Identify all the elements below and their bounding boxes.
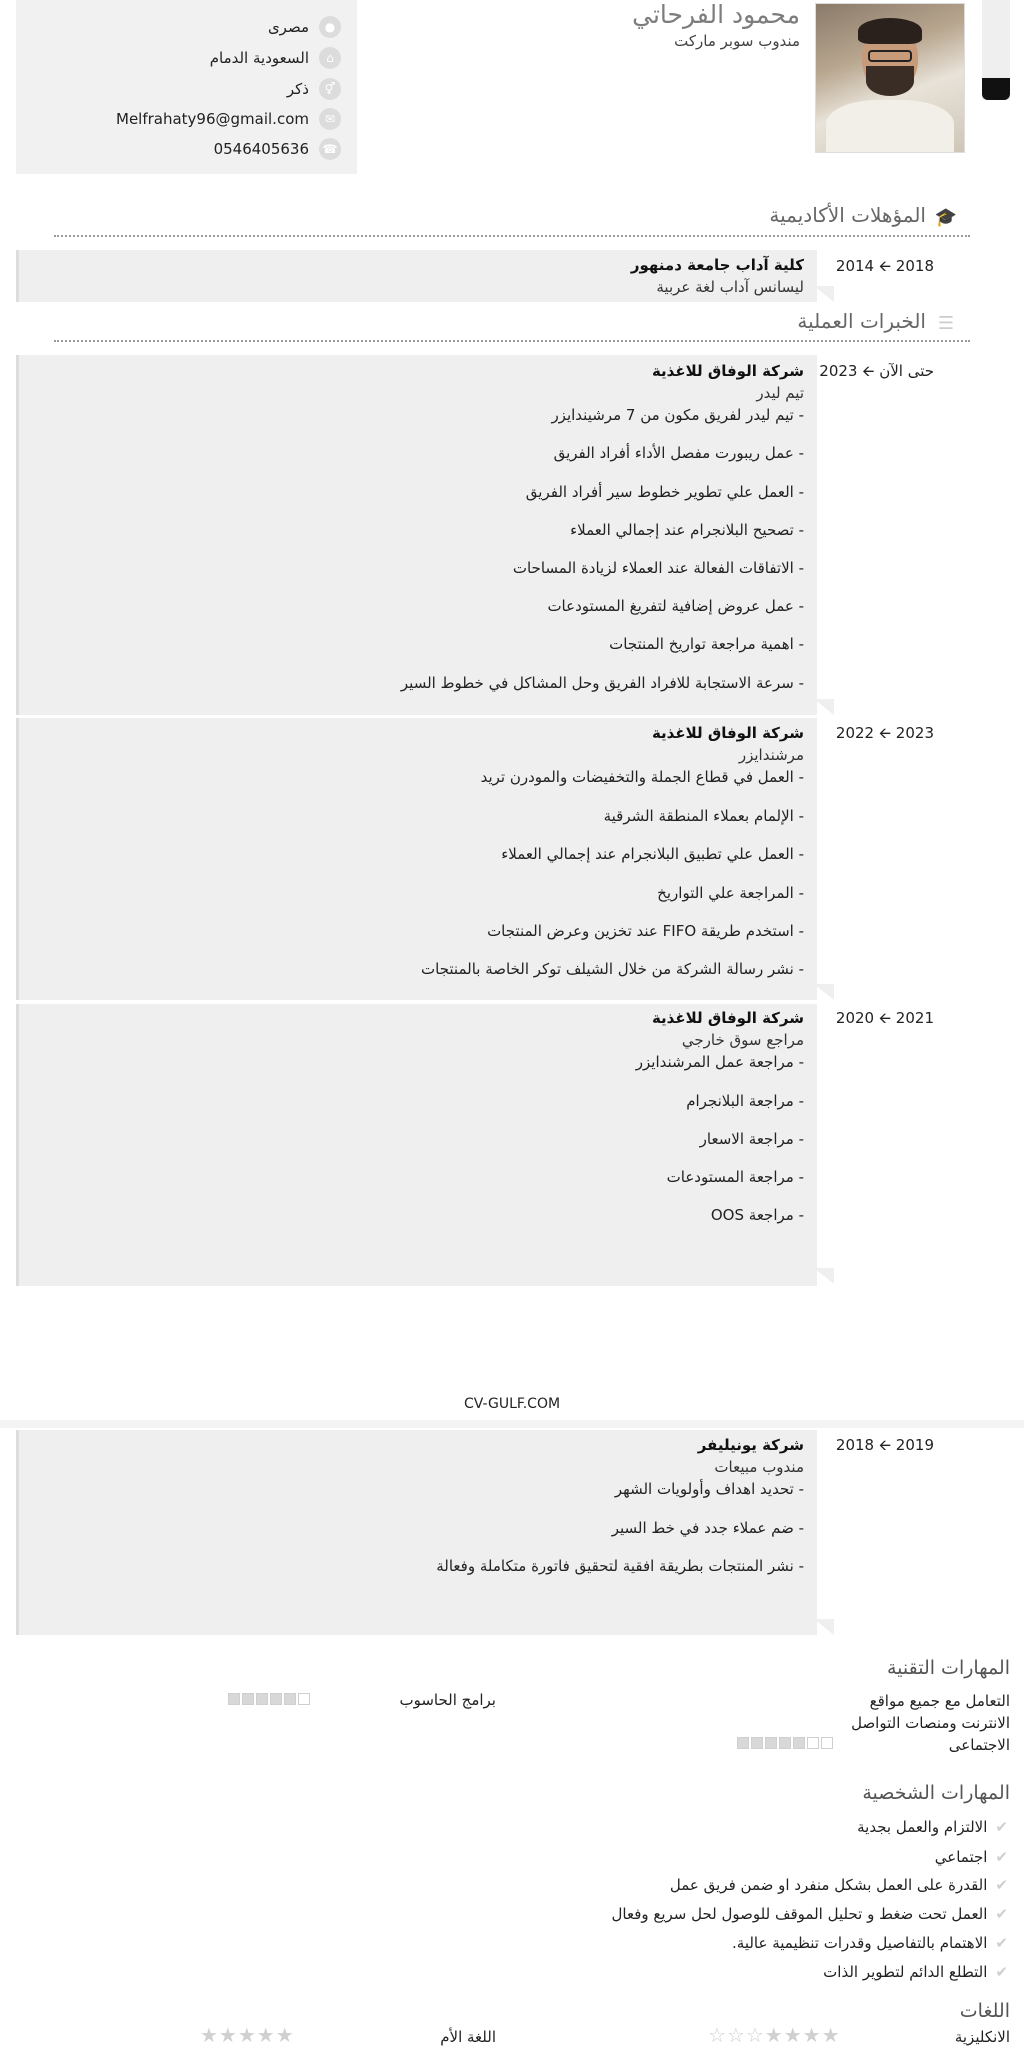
personal-skill-item: ✔الالتزام والعمل بجدية (857, 1818, 1008, 1836)
divider (54, 235, 970, 237)
experience-bullet: - سرعة الاستجابة للافراد الفريق وحل المشاكل في خطوط السير (400, 674, 804, 692)
experience-years: 2020 🡨 2021 (835, 1009, 934, 1027)
contact-box (16, 0, 357, 174)
site-footer: CV-GULF.COM (463, 1396, 561, 1412)
experience-bullet: - الإلمام بعملاء المنطقة الشرقية (603, 807, 804, 825)
personal-skill-item: ✔التطلع الدائم لتطوير الذات (823, 1963, 1008, 1981)
experience-years: 2023 🡨 حتى الآن (819, 362, 934, 380)
check-icon: ✔ (995, 1876, 1008, 1894)
personal-skill-item: ✔اجتماعي (934, 1848, 1008, 1866)
profile-photo (815, 3, 965, 153)
language-label: اللغة الأم (440, 2028, 496, 2046)
gender-icon: ⚥ (319, 78, 341, 100)
experience-title: الخبرات العملية (797, 309, 926, 333)
experience-years: 2022 🡨 2023 (835, 724, 934, 742)
experience-bullet: - العمل في قطاع الجملة والتخفيضات والمودرن تريد (480, 768, 804, 786)
experience-bullet: - العمل علي تطبيق البلانجرام عند إجمالي العملاء (501, 845, 804, 863)
side-tab-marker (982, 78, 1010, 100)
experience-bullet: - عمل ريبورت مفصل الأداء أفراد الفريق (553, 444, 804, 462)
languages-title: اللغات (959, 2000, 1010, 2022)
graduation-cap-icon: 🎓 (934, 207, 958, 228)
experience-company: شركة الوفاق للاغذية (651, 362, 804, 380)
experience-bullet: - مراجعة OOS (710, 1206, 804, 1224)
contact-email[interactable]: ✉ Melfrahaty96@gmail.com (16, 108, 341, 132)
experience-icon: ☰ (937, 313, 955, 334)
language-rating: ★★★★★ (200, 2023, 295, 2047)
check-icon: ✔ (995, 1905, 1008, 1923)
personal-skills-title: المهارات الشخصية (862, 1782, 1010, 1804)
check-icon: ✔ (995, 1818, 1008, 1836)
experience-role: تيم ليدر (756, 384, 804, 402)
experience-bullet: - تحديد اهداف وأولويات الشهر (614, 1480, 804, 1498)
experience-role: مرشندايزر (738, 746, 804, 764)
contact-address: ⌂ السعودية الدمام (16, 47, 341, 71)
experience-years: 2018 🡨 2019 (835, 1436, 934, 1454)
experience-bullet: - ضم عملاء جدد في خط السير (611, 1519, 804, 1537)
experience-bullet: - الاتفاقات الفعالة عند العملاء لزيادة المساحات (512, 559, 804, 577)
experience-bullet: - تيم ليدر لفريق مكون من 7 مرشيندايزر (551, 406, 804, 424)
tech-skill-level (735, 1737, 833, 1751)
check-icon: ✔ (995, 1963, 1008, 1981)
language-rating: ★★★★☆☆☆ (708, 2023, 841, 2047)
personal-skill-item: ✔القدرة على العمل بشكل منفرد او ضمن فريق عمل (669, 1876, 1008, 1894)
experience-company: شركة الوفاق للاغذية (651, 724, 804, 742)
experience-company: شركة يونيليفر (697, 1436, 804, 1454)
contact-nationality: ● مصرى (16, 16, 341, 40)
tech-skills-title: المهارات التقنية (886, 1657, 1010, 1679)
experience-company: شركة الوفاق للاغذية (651, 1009, 804, 1027)
experience-bullet: - تصحيح البلانجرام عند إجمالي العملاء (570, 521, 804, 539)
experience-bullet: - المراجعة علي التواريخ (657, 884, 804, 902)
experience-bullet: - مراجعة البلانجرام (686, 1092, 804, 1110)
education-institution: كلية آداب جامعة دمنهور (630, 256, 804, 274)
experience-bullet: - نشر المنتجات بطريقة افقية لتحقيق فاتورة متكاملة وفعالة (436, 1557, 804, 1575)
experience-bullet: - اهمية مراجعة تواريخ المنتجات (609, 635, 804, 653)
experience-bullet: - مراجعة المستودعات (666, 1168, 804, 1186)
contact-gender: ⚥ ذكر (16, 78, 341, 102)
location-icon: ● (319, 16, 341, 38)
tech-skill-label: برامج الحاسوب (399, 1691, 496, 1709)
experience-role: مراجع سوق خارجي (681, 1031, 804, 1049)
language-label: الانكليزية (954, 2028, 1010, 2046)
side-tab (982, 0, 1010, 100)
tech-skill-level (226, 1693, 310, 1707)
experience-bullet: - العمل علي تطوير خطوط سير أفراد الفريق (525, 483, 804, 501)
experience-bullet: - نشر رسالة الشركة من خلال الشيلف توكر الخاصة بالمنتجات (421, 960, 804, 978)
personal-skill-item: ✔العمل تحت ضغط و تحليل الموقف للوصول لحل سريع وفعال (611, 1905, 1008, 1923)
education-title: المؤهلات الأكاديمية (769, 203, 926, 227)
experience-role: مندوب مبيعات (714, 1458, 804, 1476)
contact-phone[interactable]: ☎ 0546405636 (16, 138, 341, 162)
phone-icon: ☎ (319, 138, 341, 160)
email-icon: ✉ (319, 108, 341, 130)
experience-bullet: - مراجعة الاسعار (699, 1130, 804, 1148)
home-icon: ⌂ (319, 47, 341, 69)
divider (54, 340, 970, 342)
check-icon: ✔ (995, 1934, 1008, 1952)
experience-bullet: - مراجعة عمل المرشندايزر (635, 1053, 804, 1071)
candidate-name: محمود الفرحاتي (632, 0, 800, 29)
tech-skill-label: التعامل مع جميع مواقع الانترنت ومنصات التواصل الاجتماعى (851, 1692, 1010, 1754)
experience-bullet: - عمل عروض إضافية لتفريغ المستودعات (547, 597, 804, 615)
check-icon: ✔ (995, 1848, 1008, 1866)
candidate-job-title: مندوب سوبر ماركت (674, 32, 800, 50)
personal-skill-item: ✔الاهتمام بالتفاصيل وقدرات تنظيمية عالية. (732, 1934, 1008, 1952)
education-degree: ليسانس آداب لغة عربية (656, 278, 804, 296)
education-years: 2014 🡨 2018 (835, 257, 934, 275)
page-break (0, 1420, 1024, 1428)
experience-bullet: - استخدم طريقة FIFO عند تخزين وعرض المنتجات (487, 922, 804, 940)
